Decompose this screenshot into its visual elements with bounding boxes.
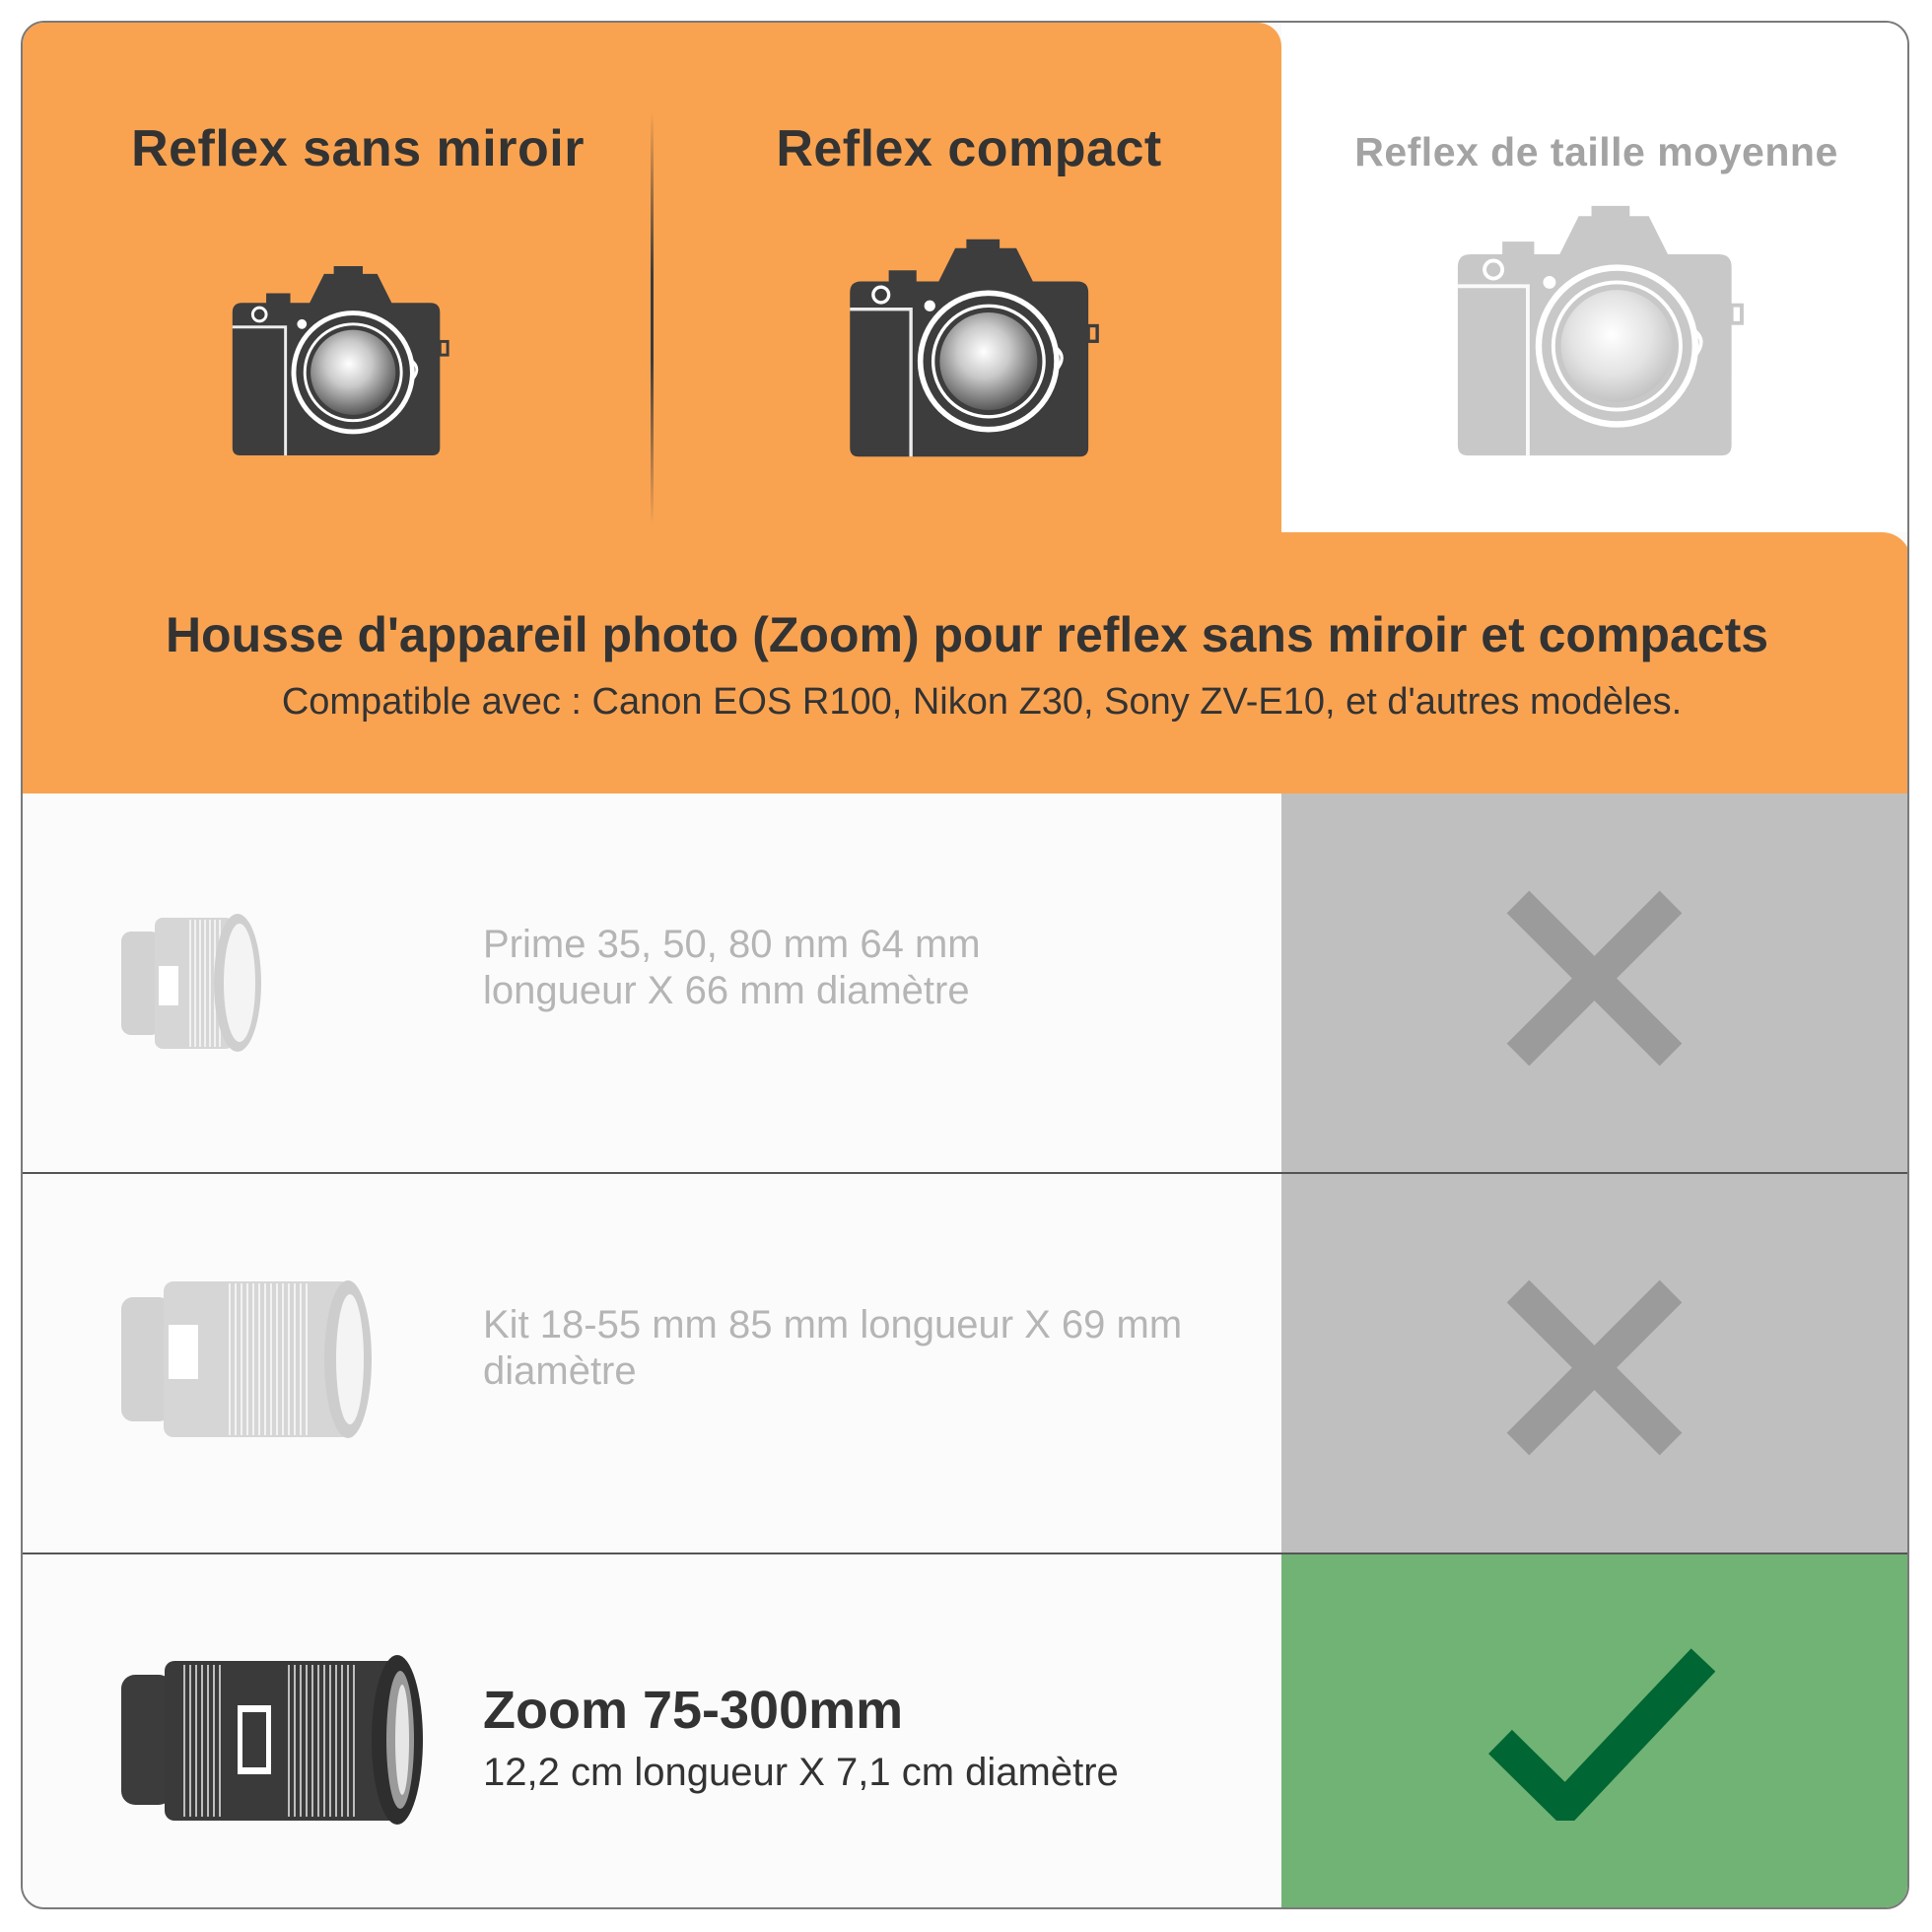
kit-lens-icon	[119, 1276, 376, 1443]
result-cell	[1281, 1554, 1909, 1909]
check-icon	[1488, 1648, 1715, 1821]
zoom-lens-icon	[119, 1651, 425, 1828]
prime-lens-icon	[119, 912, 267, 1055]
lens-spec-line2: longueur X 66 mm diamètre	[483, 969, 970, 1012]
table-row	[23, 794, 1909, 1172]
column-title-mirrorless: Reflex sans miroir	[131, 120, 585, 177]
camera-icon	[1445, 200, 1751, 461]
result-cell	[1281, 794, 1909, 1172]
lens-spec-line1: Kit 18-55 mm 85 mm longueur X 69 mm	[483, 1303, 1183, 1346]
table-row	[23, 1174, 1909, 1552]
lens-spec-line2: diamètre	[483, 1349, 637, 1393]
banner-title: Housse d'appareil photo (Zoom) pour reflex sans miroir et compacts	[165, 607, 1769, 662]
camera-icon	[223, 262, 454, 459]
lens-title: Zoom 75-300mm	[483, 1681, 904, 1740]
result-cell	[1281, 1174, 1909, 1552]
column-title-compact: Reflex compact	[776, 120, 1162, 177]
lens-spec-line1: Prime 35, 50, 80 mm 64 mm	[483, 923, 981, 966]
camera-icon	[839, 235, 1105, 461]
cross-icon	[1503, 1276, 1686, 1459]
column-title-midsize: Reflex de taille moyenne	[1354, 129, 1838, 174]
banner-subtitle: Compatible avec : Canon EOS R100, Nikon Z30, Sony ZV-E10, et d'autres modèles.	[281, 681, 1683, 723]
cross-icon	[1503, 887, 1686, 1070]
table-row	[23, 1554, 1909, 1909]
comparison-card	[21, 21, 1909, 1909]
lens-spec: 12,2 cm longueur X 7,1 cm diamètre	[483, 1751, 1119, 1794]
